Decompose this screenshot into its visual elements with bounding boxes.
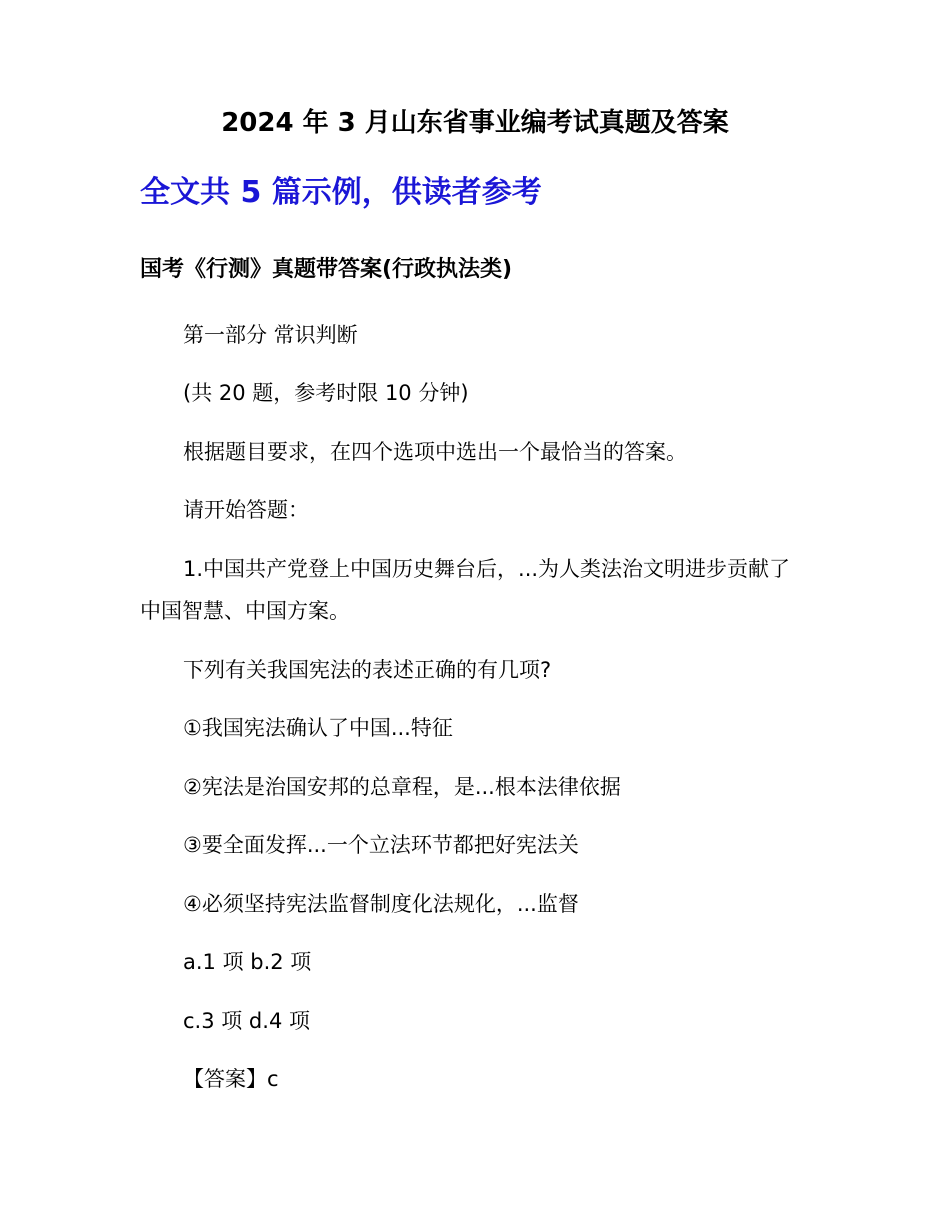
document-subtitle: 全文共 5 篇示例，供读者参考: [140, 175, 542, 210]
statement-3: ③要全面发挥...一个立法环节都把好宪法关: [183, 833, 579, 857]
statement-1: ①我国宪法确认了中国...特征: [183, 716, 453, 740]
part-heading: 第一部分 常识判断: [183, 323, 358, 347]
question-1-stem: 1.中国共产党登上中国历史舞台后，...为人类法治文明进步贡献了: [183, 557, 791, 581]
question-1-stem-continued: 中国智慧、中国方案。: [140, 599, 350, 623]
instruction-text: 根据题目要求，在四个选项中选出一个最恰当的答案。: [183, 440, 687, 464]
options-a-b: a.1 项 b.2 项: [183, 950, 312, 974]
question-1-prompt: 下列有关我国宪法的表述正确的有几项?: [183, 658, 552, 682]
options-c-d: c.3 项 d.4 项: [183, 1009, 310, 1033]
start-prompt: 请开始答题：: [183, 498, 309, 522]
statement-4: ④必须坚持宪法监督制度化法规化，...监督: [183, 892, 579, 916]
document-title: 2024 年 3 月山东省事业编考试真题及答案: [221, 108, 729, 138]
part-note: (共 20 题，参考时限 10 分钟): [183, 381, 469, 405]
section-heading: 国考《行测》真题带答案(行政执法类): [140, 257, 513, 282]
statement-2: ②宪法是治国安邦的总章程，是...根本法律依据: [183, 775, 621, 799]
answer-line: 【答案】c: [183, 1067, 279, 1091]
